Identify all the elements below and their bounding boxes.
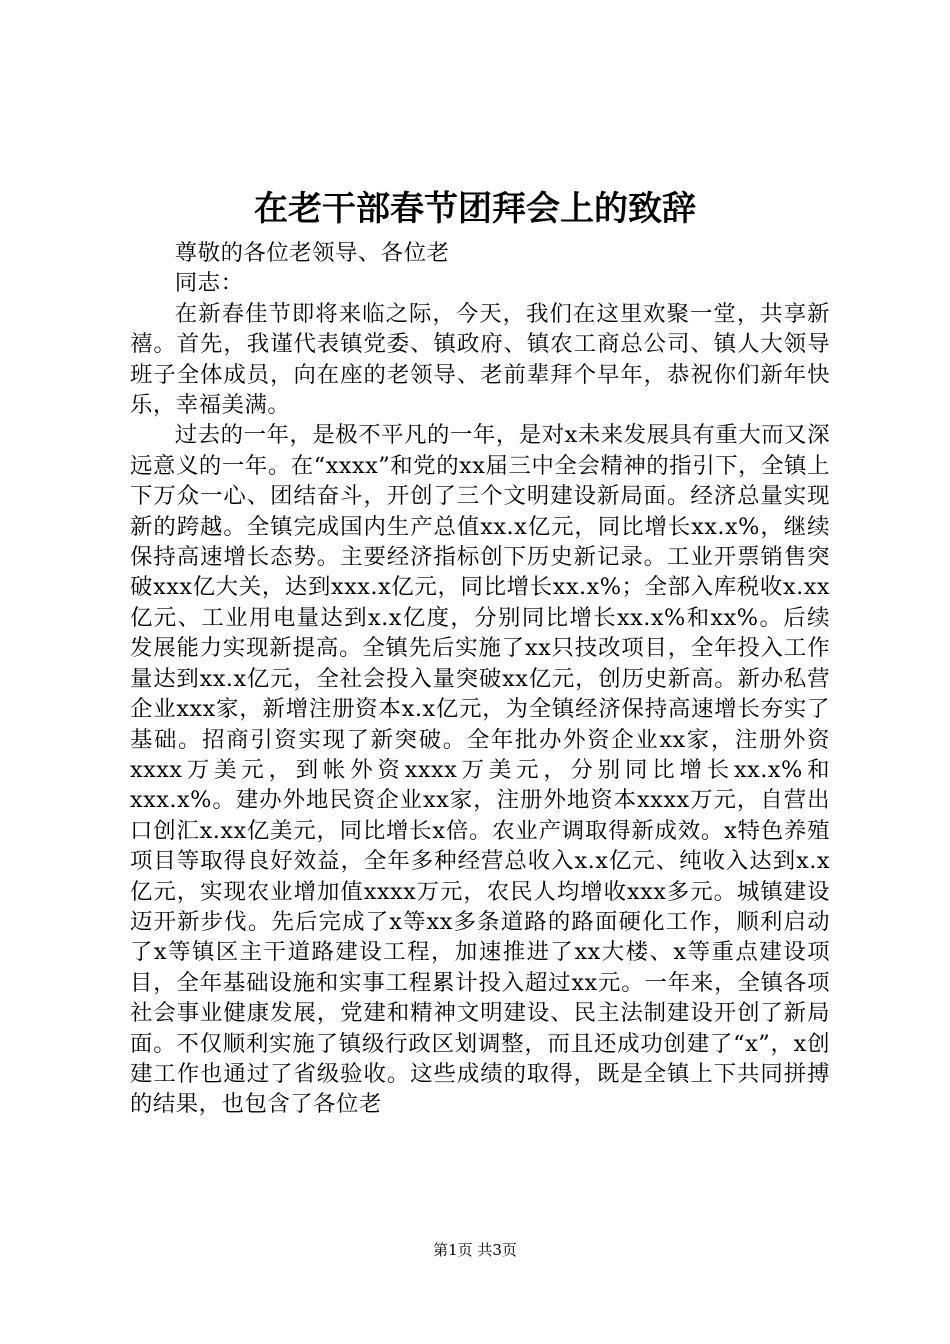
page-number-footer: 第1页 共3页 xyxy=(433,1241,517,1259)
paragraph-greeting: 在新春佳节即将来临之际，今天，我们在这里欢聚一堂，共享新禧。首先，我谨代表镇党委、镇政府、镇农工商总公司、镇人大领导班子全体成员，向在座的老领导、老前辈拜个早年，恭祝你们新年快乐，幸福美满。 xyxy=(130,300,830,419)
document-body xyxy=(130,238,830,1120)
salutation-line-2: 同志： xyxy=(174,270,244,297)
document-title: 在老干部春节团拜会上的致辞 xyxy=(254,189,696,229)
salutation-line-1: 尊敬的各位老领导、各位老 xyxy=(174,240,450,266)
paragraph-review: 过去的一年，是极不平凡的一年，是对x未来发展具有重大而又深远意义的一年。在“xxxx”和党的xx届三中全会精神的指引下，全镇上下万众一心、团结奋斗，开创了三个文明建设新局面。经济总量实现新的跨越。全镇完成国内生产总值xx.x亿元，同比增长xx.x%，继续保持高速增长态势。主要经济指标创下历史新记录。工业开票销售突破xxx亿大关，达到xxx.x亿元，同比增长xx.x%；全部入库税收x.xx亿元、工业用电量达到x.x亿度，分别同比增长xx.x%和xx%。后续发展能力实现新提高。全镇先后实施了xx只技改项目，全年投入工作量达到xx.x亿元，全社会投入量突破xx亿元，创历史新高。新办私营企业xxx家，新增注册资本x.x亿元，为全镇经济保持高速增长夯实了基础。招商引资实现了新突破。全年批办外资企业xx家，注册外资xxxx万美元，到帐外资xxxx万美元，分别同比增长xx.x%和xxx.x%。建办外地民资企业xx家，注册外地资本xxxx万元，自营出口创汇x.xx亿美元，同比增长x倍。农业产调取得新成效。x特色养殖项目等取得良好效益，全年多种经营总收入x.x亿元、纯收入达到x.x亿元，实现农业增加值xxxx万元，农民人均增收xxx多元。城镇建设迈开新步伐。先后完成了x等xx多条道路的路面硬化工作，顺利启动了x等镇区主干道路建设工程，加速推进了xx大楼、x等重点建设项目，全年基础设施和实事工程累计投入超过xx元。一年来，全镇各项社会事业健康发展，党建和精神文明建设、民主法制建设开创了新局面。不仅顺利实施了镇级行政区划调整，而且还成功创建了“x”，x创建工作也通过了省级验收。这些成绩的取得，既是全镇上下共同拼搏的结果，也包含了各位老 xyxy=(130,422,830,1118)
